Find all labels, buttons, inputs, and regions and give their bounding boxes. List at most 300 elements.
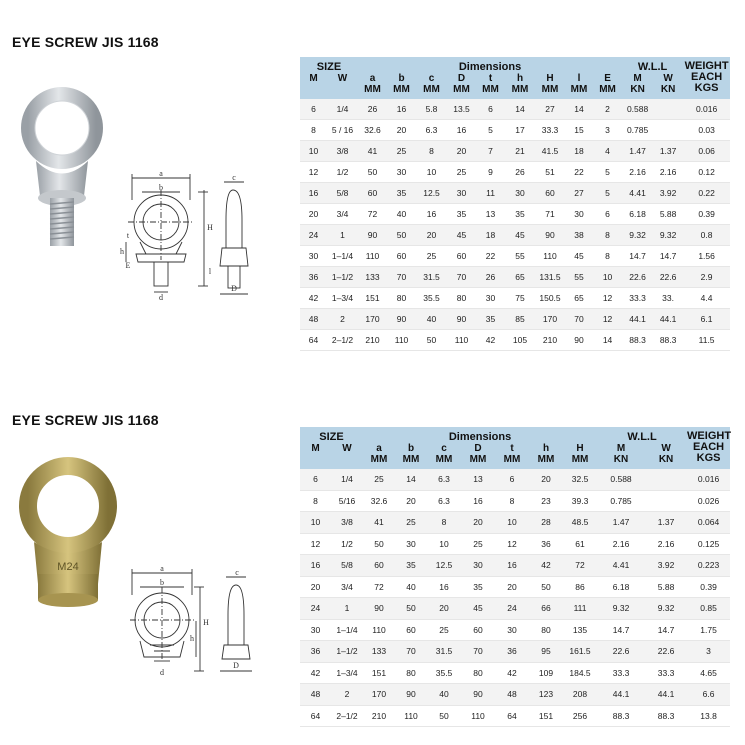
table-cell: 208 — [563, 684, 597, 706]
table-cell: 111 — [563, 598, 597, 620]
galvanized-eye-screw-photo — [6, 454, 130, 614]
table-cell: 36 — [529, 533, 563, 555]
table-row — [300, 598, 730, 620]
table-cell: 45 — [565, 246, 593, 267]
table-cell: 131.5 — [535, 267, 565, 288]
table-cell: 33.3 — [645, 662, 687, 684]
table-cell: 60 — [447, 246, 476, 267]
table-cell: 14.7 — [645, 619, 687, 641]
table-cell: 3.92 — [645, 555, 687, 577]
table-cell: 2–1/2 — [327, 330, 358, 351]
table-cell: 25 — [461, 533, 495, 555]
table-cell: 40 — [427, 684, 461, 706]
table-cell: 8 — [300, 120, 327, 141]
table-cell: 64 — [300, 705, 331, 727]
table-cell: 33.3 — [535, 120, 565, 141]
table-cell: 16 — [387, 99, 416, 120]
table-cell: 70 — [447, 267, 476, 288]
table-cell: 184.5 — [563, 662, 597, 684]
table-cell: 50 — [363, 533, 395, 555]
table-cell: 3/4 — [327, 204, 358, 225]
table-cell: 2.16 — [645, 533, 687, 555]
column-header: W — [331, 443, 363, 469]
table-cell: 30 — [505, 183, 535, 204]
table-cell: 151 — [529, 705, 563, 727]
table-cell: 50 — [358, 162, 387, 183]
weight-header: WEIGHT EACH KGS — [687, 427, 730, 469]
table-cell: 4.41 — [622, 183, 653, 204]
table-cell: 25 — [416, 246, 447, 267]
table-cell: 8 — [593, 246, 622, 267]
table-cell: 22.6 — [597, 641, 645, 663]
table-cell: 12 — [593, 288, 622, 309]
table-row — [300, 225, 730, 246]
wll-group-header: W.L.L — [597, 427, 687, 443]
table-cell: 30 — [447, 183, 476, 204]
table-cell: 90 — [363, 598, 395, 620]
table-cell: 2.16 — [653, 162, 683, 183]
table-row — [300, 490, 730, 512]
table-cell: 30 — [461, 555, 495, 577]
table-cell: 1.37 — [653, 141, 683, 162]
table-cell: 10 — [495, 512, 529, 534]
column-header: W — [327, 73, 358, 99]
table-cell — [653, 120, 683, 141]
table-cell: 1–1/2 — [331, 641, 363, 663]
table-cell: 55 — [505, 246, 535, 267]
table-cell: 61 — [563, 533, 597, 555]
table-cell: 2 — [593, 99, 622, 120]
table-cell: 210 — [363, 705, 395, 727]
table-cell: 170 — [535, 309, 565, 330]
table-cell: 51 — [535, 162, 565, 183]
table-cell: 25 — [447, 162, 476, 183]
table-cell: 41 — [358, 141, 387, 162]
dim-label-l: l — [208, 267, 212, 276]
table-cell: 9.32 — [622, 225, 653, 246]
table-cell: 8 — [593, 225, 622, 246]
table-cell: 42 — [476, 330, 505, 351]
table-cell: 31.5 — [416, 267, 447, 288]
table-row — [300, 684, 730, 706]
table-cell: 28 — [529, 512, 563, 534]
table-cell: 33.3 — [622, 288, 653, 309]
table-cell: 48.5 — [563, 512, 597, 534]
table-cell — [645, 469, 687, 490]
table-cell: 25 — [387, 141, 416, 162]
table-cell: 60 — [363, 555, 395, 577]
table-cell: 42 — [529, 555, 563, 577]
table-cell: 15 — [565, 120, 593, 141]
table-cell: 16 — [495, 555, 529, 577]
table-cell: 5 / 16 — [327, 120, 358, 141]
dim-label-b: b — [159, 183, 163, 192]
table-cell: 10 — [593, 267, 622, 288]
dim-label-c: c — [232, 173, 236, 182]
table-cell: 85 — [505, 309, 535, 330]
table-row — [300, 330, 730, 351]
table-cell: 2 — [331, 684, 363, 706]
table-cell: 90 — [565, 330, 593, 351]
table-cell: 30 — [476, 288, 505, 309]
table-cell: 1–1/4 — [331, 619, 363, 641]
column-header: D MM — [447, 73, 476, 99]
table-cell: 2.9 — [683, 267, 730, 288]
table-row — [300, 246, 730, 267]
table-cell: 161.5 — [563, 641, 597, 663]
table-cell: 72 — [358, 204, 387, 225]
table-cell: 30 — [395, 533, 427, 555]
column-header: M KN — [597, 443, 645, 469]
table-cell: 88.3 — [597, 705, 645, 727]
table-cell: 22.6 — [645, 641, 687, 663]
table-cell: 41.5 — [535, 141, 565, 162]
table-cell: 151 — [363, 662, 395, 684]
table-cell: 50 — [529, 576, 563, 598]
dim-label-d: d — [160, 668, 164, 677]
table-cell: 256 — [563, 705, 597, 727]
table-cell: 16 — [461, 490, 495, 512]
column-header: W KN — [653, 73, 683, 99]
table-cell: 1/2 — [327, 162, 358, 183]
table-cell: 135 — [563, 619, 597, 641]
table-cell: 90 — [447, 309, 476, 330]
table-cell: 12 — [300, 533, 331, 555]
table-cell: 20 — [395, 490, 427, 512]
table-cell: 0.12 — [683, 162, 730, 183]
table-cell: 151 — [358, 288, 387, 309]
table-cell: 90 — [461, 684, 495, 706]
table-cell: 31.5 — [427, 641, 461, 663]
table-cell: 55 — [565, 267, 593, 288]
table-cell: 0.8 — [683, 225, 730, 246]
table-cell: 5.8 — [416, 99, 447, 120]
table-cell: 30 — [565, 204, 593, 225]
table-cell: 1/2 — [331, 533, 363, 555]
table-cell: 26 — [358, 99, 387, 120]
table-cell: 13.8 — [687, 705, 730, 727]
column-header: c MM — [416, 73, 447, 99]
column-header: M KN — [622, 73, 653, 99]
column-header: M — [300, 443, 331, 469]
table-cell: 30 — [387, 162, 416, 183]
table-cell: 32.5 — [563, 469, 597, 490]
table-cell: 35 — [395, 555, 427, 577]
table-cell: 44.1 — [597, 684, 645, 706]
table-cell: 80 — [387, 288, 416, 309]
table-cell: 22.6 — [622, 267, 653, 288]
table-cell: 48 — [300, 309, 327, 330]
table-cell: 0.06 — [683, 141, 730, 162]
table-row — [300, 141, 730, 162]
table-cell: 24 — [300, 225, 327, 246]
table-cell: 60 — [358, 183, 387, 204]
dimensions-group-header: Dimensions — [363, 427, 597, 443]
table-cell: 27 — [535, 99, 565, 120]
table-cell: 110 — [395, 705, 427, 727]
table-cell: 5 — [593, 183, 622, 204]
table-cell: 16 — [427, 576, 461, 598]
table-cell: 0.785 — [622, 120, 653, 141]
table-cell: 110 — [363, 619, 395, 641]
table-cell: 60 — [461, 619, 495, 641]
table-cell: 3 — [687, 641, 730, 663]
eye-screw-technical-drawing — [118, 170, 258, 300]
column-header: t MM — [476, 73, 505, 99]
table-cell: 14.7 — [653, 246, 683, 267]
table-cell: 0.22 — [683, 183, 730, 204]
table-cell: 1.75 — [687, 619, 730, 641]
table-cell: 5/8 — [331, 555, 363, 577]
table-cell: 0.016 — [687, 469, 730, 490]
table-cell: 35 — [505, 204, 535, 225]
table-cell: 24 — [300, 598, 331, 620]
table-cell: 50 — [427, 705, 461, 727]
table-cell: 44.1 — [653, 309, 683, 330]
table-cell: 88.3 — [645, 705, 687, 727]
table-cell: 110 — [461, 705, 495, 727]
table-cell: 123 — [529, 684, 563, 706]
table-cell: 11.5 — [683, 330, 730, 351]
table-cell: 20 — [529, 469, 563, 490]
table-cell: 6.1 — [683, 309, 730, 330]
table-cell: 20 — [447, 141, 476, 162]
dim-label-H: H — [207, 223, 213, 232]
table-cell: 6 — [593, 204, 622, 225]
table-row — [300, 309, 730, 330]
table-cell: 133 — [358, 267, 387, 288]
table-cell: 70 — [461, 641, 495, 663]
table-cell: 30 — [300, 246, 327, 267]
wll-group-header: W.L.L — [622, 57, 683, 73]
table-cell: 133 — [363, 641, 395, 663]
table-cell: 4.41 — [597, 555, 645, 577]
section-title: EYE SCREW JIS 1168 — [12, 34, 159, 50]
table-cell: 1.56 — [683, 246, 730, 267]
table-cell: 6.3 — [416, 120, 447, 141]
table-cell: 42 — [495, 662, 529, 684]
table-cell: 18 — [476, 225, 505, 246]
table-cell: 210 — [358, 330, 387, 351]
table-cell: 12 — [593, 309, 622, 330]
table-cell: 0.39 — [683, 204, 730, 225]
table-cell: 1 — [327, 225, 358, 246]
table-cell: 12.5 — [416, 183, 447, 204]
table-cell: 0.588 — [622, 99, 653, 120]
table-cell: 12.5 — [427, 555, 461, 577]
photo-marking: M24 — [57, 561, 79, 573]
table-cell: 40 — [416, 309, 447, 330]
table-cell: 60 — [387, 246, 416, 267]
table-cell: 4 — [593, 141, 622, 162]
column-header: c MM — [427, 443, 461, 469]
table-cell: 90 — [358, 225, 387, 246]
table-cell: 20 — [461, 512, 495, 534]
table-row — [300, 555, 730, 577]
table-cell: 0.223 — [687, 555, 730, 577]
table-cell: 50 — [387, 225, 416, 246]
table-cell: 10 — [416, 162, 447, 183]
eye-screw-section-1 — [0, 0, 745, 372]
column-header: h MM — [529, 443, 563, 469]
dim-label-h: h — [120, 247, 124, 256]
table-cell: 35 — [447, 204, 476, 225]
column-header: a MM — [363, 443, 395, 469]
table-cell: 20 — [495, 576, 529, 598]
table-cell: 80 — [461, 662, 495, 684]
table-cell: 6.3 — [427, 469, 461, 490]
table-cell: 5/8 — [327, 183, 358, 204]
table-row — [300, 576, 730, 598]
column-header: D MM — [461, 443, 495, 469]
table-cell: 110 — [358, 246, 387, 267]
dim-label-c: c — [235, 568, 239, 577]
table-cell: 13 — [476, 204, 505, 225]
table-cell: 72 — [363, 576, 395, 598]
table-cell: 14.7 — [597, 619, 645, 641]
table-cell: 20 — [387, 120, 416, 141]
table-row — [300, 99, 730, 120]
table-cell: 33. — [653, 288, 683, 309]
table-cell: 41 — [363, 512, 395, 534]
table-cell: 66 — [529, 598, 563, 620]
table-cell: 60 — [395, 619, 427, 641]
table-cell: 42 — [300, 662, 331, 684]
table-cell: 6.3 — [427, 490, 461, 512]
table-cell: 32.6 — [358, 120, 387, 141]
table-cell: 80 — [447, 288, 476, 309]
table-cell: 10 — [427, 533, 461, 555]
table-cell: 9 — [476, 162, 505, 183]
table-cell: 0.026 — [687, 490, 730, 512]
table-cell: 36 — [300, 641, 331, 663]
table-cell: 90 — [535, 225, 565, 246]
table-cell: 170 — [358, 309, 387, 330]
dim-label-D: D — [233, 661, 239, 670]
table-cell: 72 — [563, 555, 597, 577]
table-cell: 44.1 — [645, 684, 687, 706]
table-cell: 80 — [395, 662, 427, 684]
table-cell: 1.47 — [597, 512, 645, 534]
table-cell: 90 — [395, 684, 427, 706]
table-cell: 20 — [427, 598, 461, 620]
table-cell: 32.6 — [363, 490, 395, 512]
table-cell: 14.7 — [622, 246, 653, 267]
table-cell: 9.32 — [645, 598, 687, 620]
table-cell: 16 — [416, 204, 447, 225]
table-cell: 70 — [387, 267, 416, 288]
table-cell: 14 — [565, 99, 593, 120]
table-cell: 39.3 — [563, 490, 597, 512]
table-cell: 16 — [300, 183, 327, 204]
column-header: a MM — [358, 73, 387, 99]
table-cell: 3 — [593, 120, 622, 141]
table-cell: 50 — [416, 330, 447, 351]
table-cell: 14 — [395, 469, 427, 490]
spec-table — [300, 427, 730, 727]
table-cell: 5.88 — [645, 576, 687, 598]
steel-eye-screw-photo — [14, 86, 114, 256]
table-cell: 13.5 — [447, 99, 476, 120]
table-cell: 17 — [505, 120, 535, 141]
table-cell: 3/8 — [331, 512, 363, 534]
table-cell: 88.3 — [653, 330, 683, 351]
table-row — [300, 705, 730, 727]
table-cell: 9.32 — [653, 225, 683, 246]
column-header: b MM — [387, 73, 416, 99]
table-cell: 110 — [535, 246, 565, 267]
table-cell: 6 — [476, 99, 505, 120]
table-cell: 1/4 — [327, 99, 358, 120]
table-cell: 4.4 — [683, 288, 730, 309]
spec-table — [300, 57, 730, 351]
table-row — [300, 512, 730, 534]
table-cell: 0.03 — [683, 120, 730, 141]
table-cell: 2 — [327, 309, 358, 330]
table-cell: 8 — [416, 141, 447, 162]
table-cell: 1.37 — [645, 512, 687, 534]
table-cell: 50 — [395, 598, 427, 620]
table-row — [300, 641, 730, 663]
table-cell: 5.88 — [653, 204, 683, 225]
column-header: E MM — [593, 73, 622, 99]
table-row — [300, 120, 730, 141]
table-cell: 22.6 — [653, 267, 683, 288]
table-cell: 1–1/2 — [327, 267, 358, 288]
table-cell: 8 — [427, 512, 461, 534]
table-cell: 42 — [300, 288, 327, 309]
dim-label-d: d — [159, 293, 163, 300]
table-cell: 6 — [300, 99, 327, 120]
table-cell: 5 — [476, 120, 505, 141]
dim-label-E: E — [125, 261, 131, 270]
table-cell: 80 — [529, 619, 563, 641]
table-row — [300, 267, 730, 288]
table-cell: 30 — [300, 619, 331, 641]
table-cell: 35 — [476, 309, 505, 330]
table-cell: 22 — [476, 246, 505, 267]
table-cell: 25 — [427, 619, 461, 641]
column-header: h MM — [505, 73, 535, 99]
table-cell: 24 — [495, 598, 529, 620]
table-cell: 110 — [387, 330, 416, 351]
dim-label-D: D — [231, 284, 237, 293]
table-cell: 25 — [363, 469, 395, 490]
table-row — [300, 619, 730, 641]
table-row — [300, 288, 730, 309]
table-cell — [653, 99, 683, 120]
table-row — [300, 662, 730, 684]
table-cell: 2.16 — [622, 162, 653, 183]
table-cell: 20 — [416, 225, 447, 246]
table-cell: 16 — [300, 555, 331, 577]
table-cell: 26 — [476, 267, 505, 288]
table-cell: 0.125 — [687, 533, 730, 555]
table-cell: 0.064 — [687, 512, 730, 534]
table-cell: 65 — [565, 288, 593, 309]
table-cell: 1 — [331, 598, 363, 620]
table-cell: 3/8 — [327, 141, 358, 162]
table-cell: 7 — [476, 141, 505, 162]
table-cell: 75 — [505, 288, 535, 309]
table-cell: 40 — [387, 204, 416, 225]
table-cell: 5 — [593, 162, 622, 183]
table-cell: 20 — [300, 204, 327, 225]
table-cell: 90 — [387, 309, 416, 330]
table-cell: 14 — [505, 99, 535, 120]
table-cell: 6 — [495, 469, 529, 490]
table-cell: 86 — [563, 576, 597, 598]
